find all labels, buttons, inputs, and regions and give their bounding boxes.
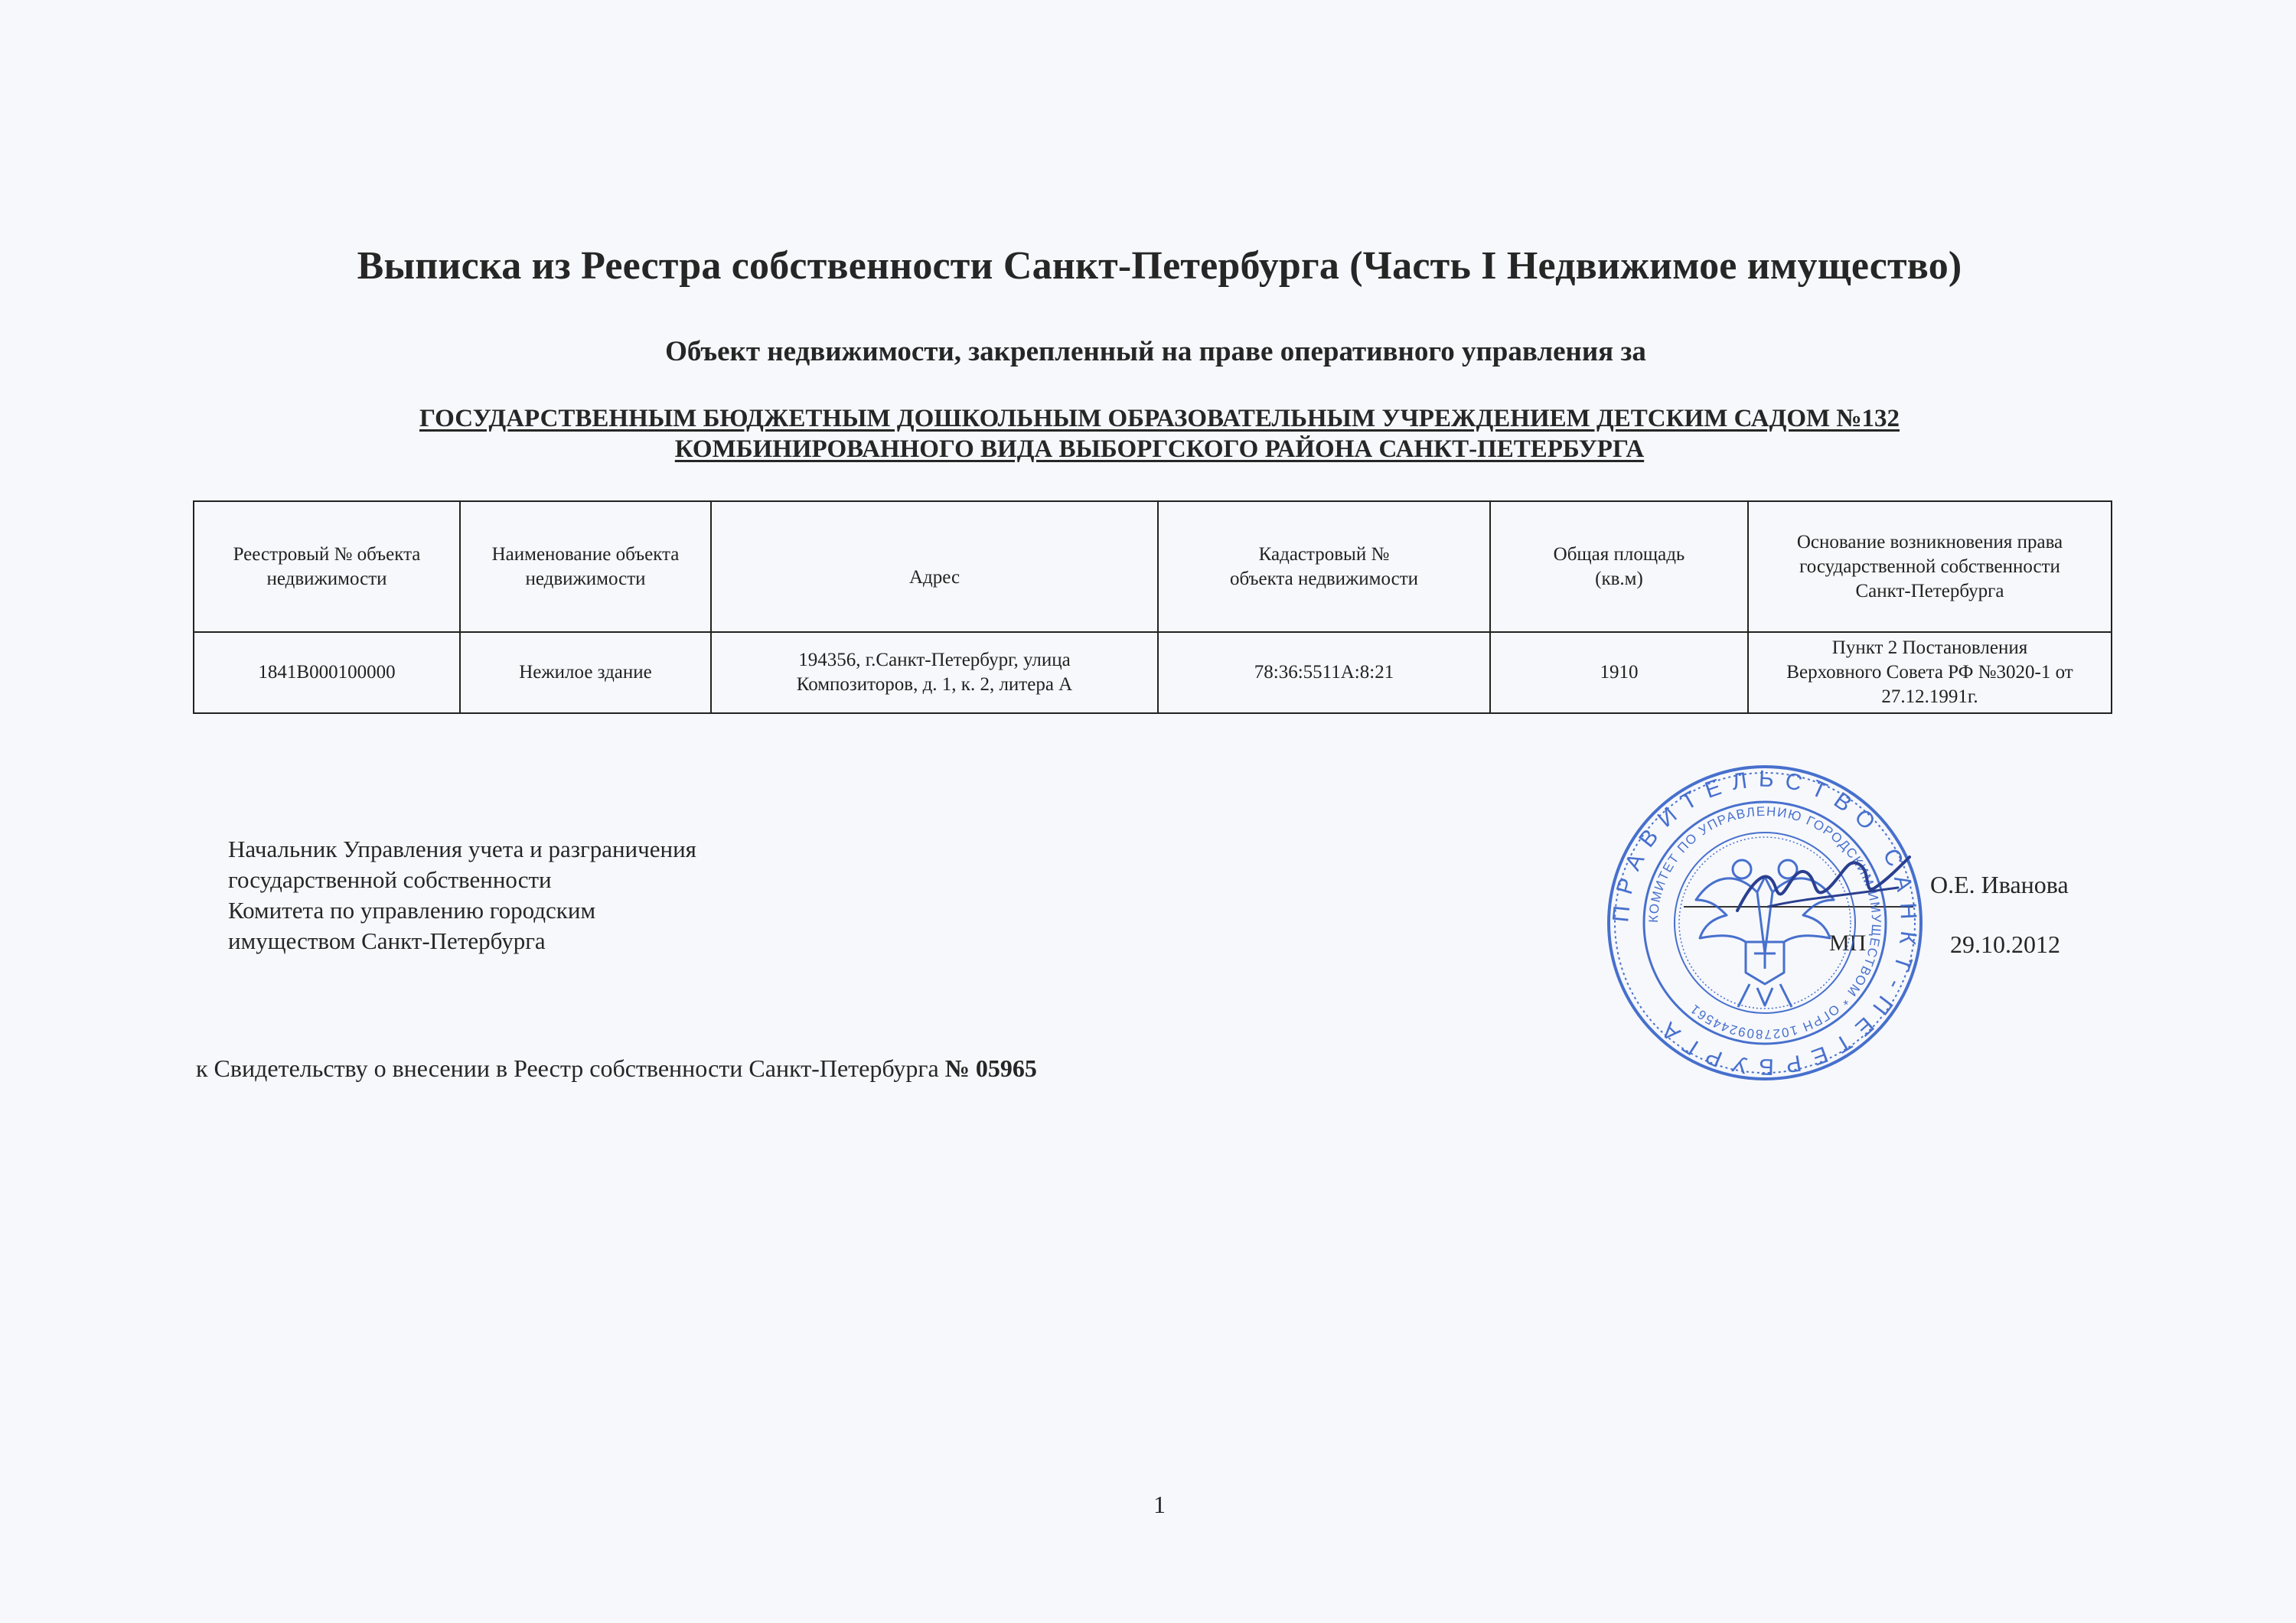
organization-line-1: ГОСУДАРСТВЕННЫМ БЮДЖЕТНЫМ ДОШКОЛЬНЫМ ОБРАЗОВАТЕЛЬНЫМ УЧРЕЖДЕНИЕМ ДЕТСКИМ САДОМ №132 [419,405,1900,432]
cell-cadastral-no: 78:36:5511А:8:21 [1158,632,1490,713]
document-subtitle: Объект недвижимости, закрепленный на праве оперативного управления за [665,336,1646,367]
document-title: Выписка из Реестра собственности Санкт-Петербурга (Часть I Недвижимое имущество) [357,244,1962,288]
stamp-inner-text: КОМИТЕТ ПО УПРАВЛЕНИЮ ГОРОДСКИМ ИМУЩЕСТВОМ * ОГРН 1027809244561 [1645,803,1884,1042]
organization-line-2: КОМБИНИРОВАННОГО ВИДА ВЫБОРГСКОГО РАЙОНА САНКТ-ПЕТЕРБУРГА [674,435,1645,463]
signature-date: 29.10.2012 [1950,930,2060,958]
stamp-label: МП [1829,930,1867,956]
cell-ownership-basis: Пункт 2 Постановления Верховного Совета РФ №3020-1 от 27.12.1991г. [1748,632,2112,713]
handwritten-signature [1722,834,1921,934]
certificate-number: № 05965 [944,1054,1037,1082]
cell-object-name: Нежилое здание [460,632,711,713]
registry-table [193,500,2112,714]
table-header-row [194,501,2112,632]
cell-address: 194356, г.Санкт-Петербург, улица Композиторов, д. 1, к. 2, литера А [711,632,1158,713]
cell-area: 1910 [1490,632,1748,713]
signatory-position: Начальник Управления учета и разграничения государственной собственности Комитета по управлению городским имуществом Санкт-Петербурга [228,836,696,954]
page-number: 1 [1153,1491,1166,1518]
header-registry-no: Реестровый № объекта недвижимости [194,501,460,632]
organization-name [0,403,2296,464]
stamp-outer-text: ПРАВИТЕЛЬСТВО САНКТ-ПЕТЕРБУРГА [1608,766,1922,1080]
cell-registry-no: 1841В000100000 [194,632,460,713]
certificate-reference: к Свидетельству о внесении в Реестр собственности Санкт-Петербурга № 05965 [196,1054,1037,1082]
header-area: Общая площадь (кв.м) [1490,501,1748,632]
header-cadastral-no: Кадастровый № объекта недвижимости [1158,501,1490,632]
signatory-name: О.Е. Иванова [1930,871,2069,898]
header-object-name: Наименование объекта недвижимости [460,501,711,632]
table-row [194,632,2112,713]
header-address: Адрес [711,501,1158,632]
header-ownership-basis: Основание возникновения права государственной собственности Санкт-Петербурга [1748,501,2112,632]
